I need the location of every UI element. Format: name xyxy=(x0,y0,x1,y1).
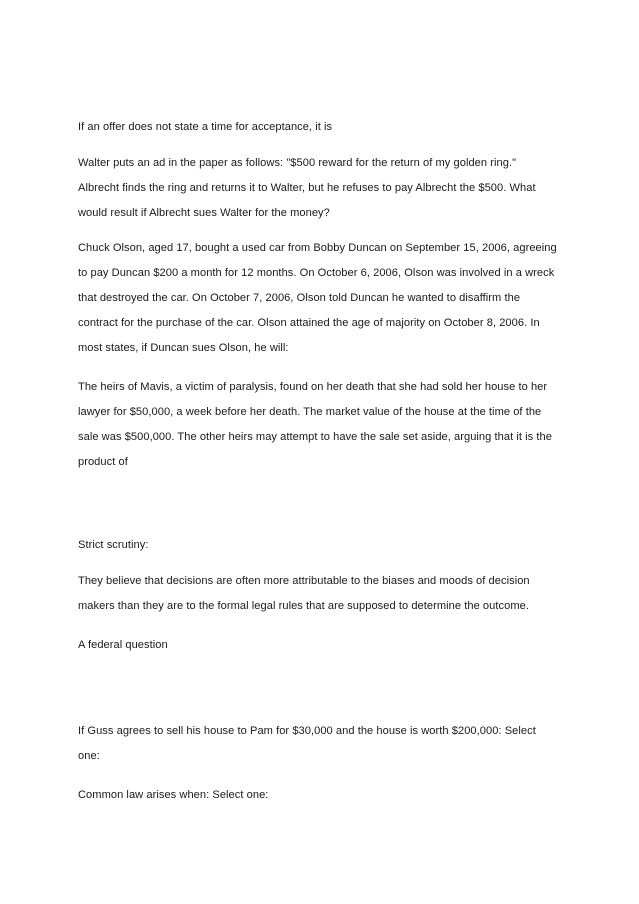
question-olson-duncan xyxy=(78,236,568,361)
text-line: Albrecht finds the ring and returns it to Walter, but he refuses to pay Albrecht the $500. What xyxy=(78,182,536,194)
text-line: If an offer does not state a time for acceptance, it is xyxy=(78,121,333,133)
text-line: makers than they are to the formal legal rules that are supposed to determine the outcome. xyxy=(78,600,529,612)
question-offer-acceptance xyxy=(78,115,568,140)
text-line: contract for the purchase of the car. Olson attained the age of majority on October 8, 2006. In xyxy=(78,317,540,329)
text-line: They believe that decisions are often more attributable to the biases and moods of decision xyxy=(78,575,530,587)
text-line: The heirs of Mavis, a victim of paralysis, found on her death that she had sold her house to her xyxy=(78,381,548,393)
text-line: Walter puts an ad in the paper as follows: "$500 reward for the return of my golden ring." xyxy=(78,157,517,169)
text-line: product of xyxy=(78,456,128,468)
text-line: Strict scrutiny: xyxy=(78,539,149,551)
question-mavis-heirs xyxy=(78,375,568,475)
text-line: sale was $500,000. The other heirs may attempt to have the sale set aside, arguing that it is the xyxy=(78,431,552,443)
text-line: to pay Duncan $200 a month for 12 months. On October 6, 2006, Olson was involved in a wreck xyxy=(78,267,555,279)
text-line: would result if Albrecht sues Walter for the money? xyxy=(78,207,330,219)
text-line: one: xyxy=(78,750,100,762)
question-common-law xyxy=(78,783,568,808)
text-line: Chuck Olson, aged 17, bought a used car from Bobby Duncan on September 15, 2006, agreeing xyxy=(78,242,557,254)
text-line: A federal question xyxy=(78,639,168,651)
question-federal-question xyxy=(78,633,568,658)
question-decision-biases xyxy=(78,569,568,619)
question-walter-reward xyxy=(78,151,568,226)
text-line: If Guss agrees to sell his house to Pam for $30,000 and the house is worth $200,000: Select xyxy=(78,725,536,737)
text-line: that destroyed the car. On October 7, 2006, Olson told Duncan he wanted to disaffirm the xyxy=(78,292,521,304)
text-line: lawyer for $50,000, a week before her death. The market value of the house at the time of the xyxy=(78,406,542,418)
question-guss-pam xyxy=(78,719,568,769)
text-line: Common law arises when: Select one: xyxy=(78,789,269,801)
question-strict-scrutiny xyxy=(78,533,568,558)
text-line: most states, if Duncan sues Olson, he will: xyxy=(78,342,289,354)
